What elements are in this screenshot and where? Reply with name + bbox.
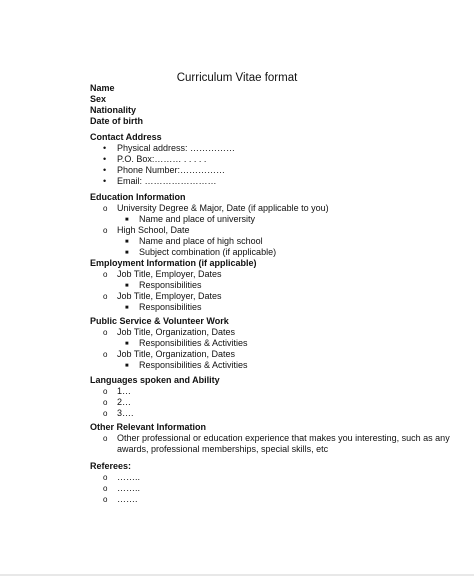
list-item: o ……..: [103, 483, 141, 493]
list-item: ■ Subject combination (if applicable): [125, 247, 277, 257]
circle-bullet-icon: o: [103, 350, 108, 359]
list-item: • Email: ……………………: [103, 176, 217, 186]
bullet-icon: •: [103, 176, 107, 186]
list-item: • Phone Number:……………: [103, 165, 226, 175]
list-item: o 2…: [103, 397, 132, 407]
list-item: o 1…: [103, 386, 132, 396]
circle-bullet-icon: o: [103, 409, 108, 418]
list-item: • P.O. Box:……… . . . . .: [103, 154, 207, 164]
square-bullet-icon: ■: [125, 305, 129, 311]
circle-bullet-icon: o: [103, 473, 108, 482]
circle-bullet-icon: o: [103, 226, 108, 235]
languages-heading: Languages spoken and Ability: [90, 375, 220, 385]
field-sex: Sex: [90, 94, 107, 104]
circle-bullet-icon: o: [103, 387, 108, 396]
square-bullet-icon: ■: [125, 341, 129, 347]
referees-heading: Referees:: [90, 461, 132, 471]
bullet-icon: •: [103, 165, 107, 175]
list-item: o Other professional or education experience that makes you interesting, such as any: [103, 433, 450, 443]
square-bullet-icon: ■: [125, 250, 129, 256]
list-item: o High School, Date: [103, 225, 190, 235]
list-item: ■ Responsibilities: [125, 280, 202, 290]
field-date-of-birth: Date of birth: [90, 116, 143, 126]
list-item: o ……..: [103, 472, 141, 482]
circle-bullet-icon: o: [103, 484, 108, 493]
list-item: ■ Name and place of university: [125, 214, 256, 224]
other-heading: Other Relevant Information: [90, 422, 207, 432]
circle-bullet-icon: o: [103, 398, 108, 407]
list-item: • Physical address: ……………: [103, 143, 236, 153]
list-item: ■ Responsibilities: [125, 302, 202, 312]
circle-bullet-icon: o: [103, 434, 108, 443]
public-service-heading: Public Service & Volunteer Work: [90, 316, 229, 326]
list-item: o Job Title, Employer, Dates: [103, 269, 222, 279]
field-nationality: Nationality: [90, 105, 137, 115]
list-item: ■ Name and place of high school: [125, 236, 263, 246]
list-item: o Job Title, Organization, Dates: [103, 327, 236, 337]
list-item: o Job Title, Organization, Dates: [103, 349, 236, 359]
document-title: Curriculum Vitae format: [176, 72, 298, 84]
list-item: o Job Title, Employer, Dates: [103, 291, 222, 301]
list-item: ■ Responsibilities & Activities: [125, 338, 248, 348]
list-item: o 3….: [103, 408, 134, 418]
bullet-icon: •: [103, 143, 107, 153]
education-heading: Education Information: [90, 192, 186, 202]
contact-heading: Contact Address: [90, 132, 162, 142]
circle-bullet-icon: o: [103, 495, 108, 504]
circle-bullet-icon: o: [103, 292, 108, 301]
list-item-continuation: awards, professional memberships, special skills, etc: [117, 444, 329, 454]
square-bullet-icon: ■: [125, 217, 129, 223]
list-item: o …….: [103, 494, 138, 504]
list-item: o University Degree & Major, Date (if applicable to you): [103, 203, 329, 213]
square-bullet-icon: ■: [125, 239, 129, 245]
bullet-icon: •: [103, 154, 107, 164]
circle-bullet-icon: o: [103, 328, 108, 337]
employment-heading: Employment Information (if applicable): [90, 258, 257, 268]
circle-bullet-icon: o: [103, 204, 108, 213]
square-bullet-icon: ■: [125, 363, 129, 369]
square-bullet-icon: ■: [125, 283, 129, 289]
circle-bullet-icon: o: [103, 270, 108, 279]
list-item: ■ Responsibilities & Activities: [125, 360, 248, 370]
field-name: Name: [90, 83, 115, 93]
